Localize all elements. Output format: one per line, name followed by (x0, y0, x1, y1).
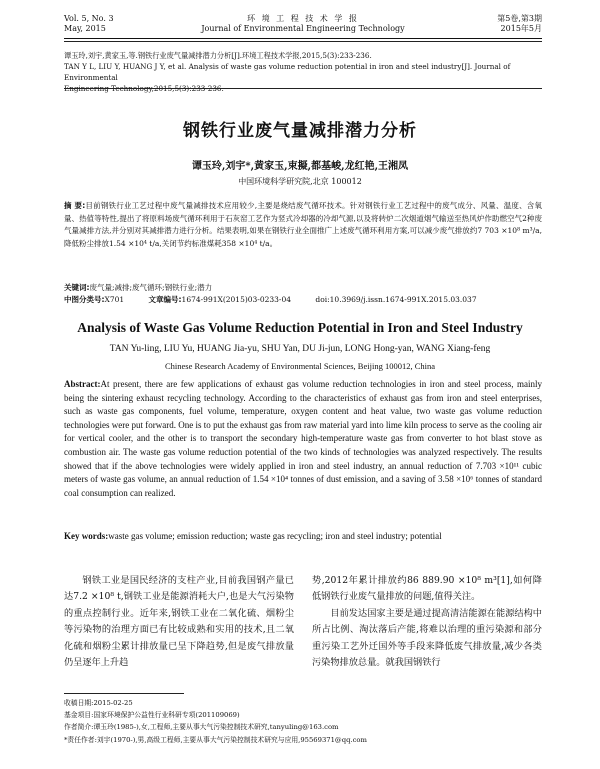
body-paragraph: 钢铁工业是国民经济的支柱产业,目前我国钢产量已达7.2 ×10⁸ t,钢铁工业是能源消耗大户,也是大气污染物的重点控制行业。近年来,钢铁工业在二氧化硫、烟粉尘等污染物的治理方面已有比较成熟和实用的技术,且二氧化硫和烟粉尘累计排放量已呈下降趋势,但是废气排放量仍呈逐年上升趋 (64, 575, 294, 669)
abstract-en (64, 378, 542, 500)
footnote-received: 收稿日期:2015-02-25 (64, 699, 133, 707)
journal-name-cn: 环 境 工 程 技 术 学 报 (247, 14, 359, 23)
journal-name-en: Journal of Environmental Engineering Technology (201, 24, 405, 33)
authors-en: TAN Yu-ling, LIU Yu, HUANG Jia-yu, SHU Yan, DU Ji-jun, LONG Hong-yan, WANG Xiang-feng (109, 344, 491, 354)
citation-en-line1: TAN Y L, LIU Y, HUANG J Y, et al. Analysis of waste gas volume reduction potential in iron and steel industry[J]. Journal of Environmental (64, 62, 511, 82)
article-title-cn: 钢铁行业废气量减排潜力分析 (183, 121, 417, 141)
article-title-en: Analysis of Waste Gas Volume Reduction Potential in Iron and Steel Industry (77, 320, 523, 335)
footnote-corresponding: *责任作者:刘宇(1970-),男,高级工程师,主要从事大气污染控制技术研究与应用,95569371@qq.com (64, 735, 367, 744)
doc-number-label: 文章编号: (148, 295, 182, 304)
keywords-cn (64, 282, 542, 294)
issue-date: May, 2015 (64, 24, 106, 33)
authors-cn: 谭玉玲,刘宇*,黄家玉,束擬,都基峻,龙红艳,王湘凤 (191, 161, 409, 172)
citation-cn: 谭玉玲,刘宇,黄家玉,等.钢铁行业废气量减排潜力分析[J].环境工程技术学报,2015,5(3):233-236. (64, 51, 372, 60)
footnote-rule (64, 693, 184, 694)
body-paragraph: 目前发达国家主要是通过提高清洁能源在能源结构中所占比例、淘汰落后产能,将难以治理的重污染源和部分重污染工艺外迁国外等手段来降低废气排放量,减少各类污染物排放总量。就我国钢铁行 (312, 607, 542, 669)
abstract-en-text: At present, there are few applications of exhaust gas volume reduction technologies in iron and steel process, mainly being the sintering exhaust recycling technology. According to the characteristics of exhaust gas from iron and steel enterprises, such as waste gas components, fuel volume, temperature, oxygen content and heat value, two waste gas volume reduction technologies were put forward. One is to put the exhaust gas from raw material yard into lime kiln process to serve as the cooling air for vertical cooler, and the other is to transport the secondary high-temperature waste gas from converter to hot blast stove as combustion air. The waste gas volume reduction potential of the two kinds of technologies was analyzed respectively. The results showed that if the above technologies were widely applied in iron and steel industry, an annual reduction of 7.703 ×10¹¹ cubic meters of waste gas volume, an annual reduction of 1.54 ×10⁴ tonnes of dust emission, and a saving of 3.58 ×10⁶ tonnes of standard coal consumption can realized. (64, 379, 542, 498)
volume-issue: Vol. 5, No. 3 (64, 14, 114, 23)
header-right (497, 14, 542, 34)
keywords-cn-text: 废气量;减排;废气循环;钢铁行业;潜力 (89, 283, 213, 292)
clc-label: 中图分类号: (64, 295, 105, 304)
affiliation-en: Chinese Research Academy of Environmental Sciences, Beijing 100012, China (164, 361, 436, 371)
doi-label: doi: (315, 295, 330, 304)
keywords-en-text: waste gas volume; emission reduction; waste gas recycling; iron and steel industry; potential (108, 531, 442, 541)
abstract-cn-text: 目前钢铁行业工艺过程中废气量减排技术应用较少,主要是烧结废气循环技术。针对钢铁行业工艺过程中的废气成分、风量、温度、含氧量、热值等特性,提出了将原料场废气循环利用于石灰窑工艺作为竖式冷却器的冷却气源,以及将转炉二次烟道烟气输送至热风炉作助燃空气2种废气量减排方法,并分别对其减排潜力进行分析。结果表明,如果在钢铁行业全面推广上述废气循环利用方案,可以减少废气排放约7 703 ×10⁸ m³/a,降低粉尘排放1.54 ×10⁴ t/a,关闭节约标准煤耗358 ×10⁴ t/a。 (64, 201, 542, 248)
volume-issue-cn: 第5卷,第3期 (497, 14, 542, 23)
abstract-en-label: Abstract: (64, 379, 101, 389)
header-rule (64, 38, 542, 39)
citation-rule (64, 88, 542, 89)
abstract-cn-label: 摘 要: (64, 201, 86, 210)
body-paragraph-continued: 势,2012年累计排放约86 889.90 ×10⁸ m³[1],如何降低钢铁行业废气量排放的问题,值得关注。 (312, 575, 542, 603)
citation-en-line2: Engineering Technology,2015,5(3):233-236. (64, 84, 224, 93)
clc-number: X701 (104, 295, 125, 304)
issue-date-cn: 2015年5月 (500, 24, 542, 33)
classification-line (64, 294, 542, 306)
doi-value[interactable]: 10.3969/j.issn.1674-991X.2015.03.037 (329, 295, 477, 304)
header-center (64, 14, 542, 34)
doc-number: 1674-991X(2015)03-0233-04 (181, 295, 292, 304)
keywords-en-label: Key words: (64, 531, 109, 541)
body-column-left (64, 573, 294, 671)
affiliation-cn: 中国环境科学研究院,北京 100012 (238, 177, 362, 186)
footnote-fund: 基金项目:国家环境保护公益性行业科研专项(201109069) (64, 711, 240, 720)
abstract-cn (64, 200, 542, 250)
footnotes (64, 697, 542, 746)
keywords-en (64, 530, 542, 543)
footnote-author: 作者简介:谭玉玲(1985-),女,工程师,主要从事大气污染控制技术研究,tanyuling@163.com (64, 723, 339, 732)
header-rule-thin (64, 41, 542, 42)
body-column-right (312, 573, 542, 671)
keywords-cn-label: 关键词: (64, 283, 90, 292)
